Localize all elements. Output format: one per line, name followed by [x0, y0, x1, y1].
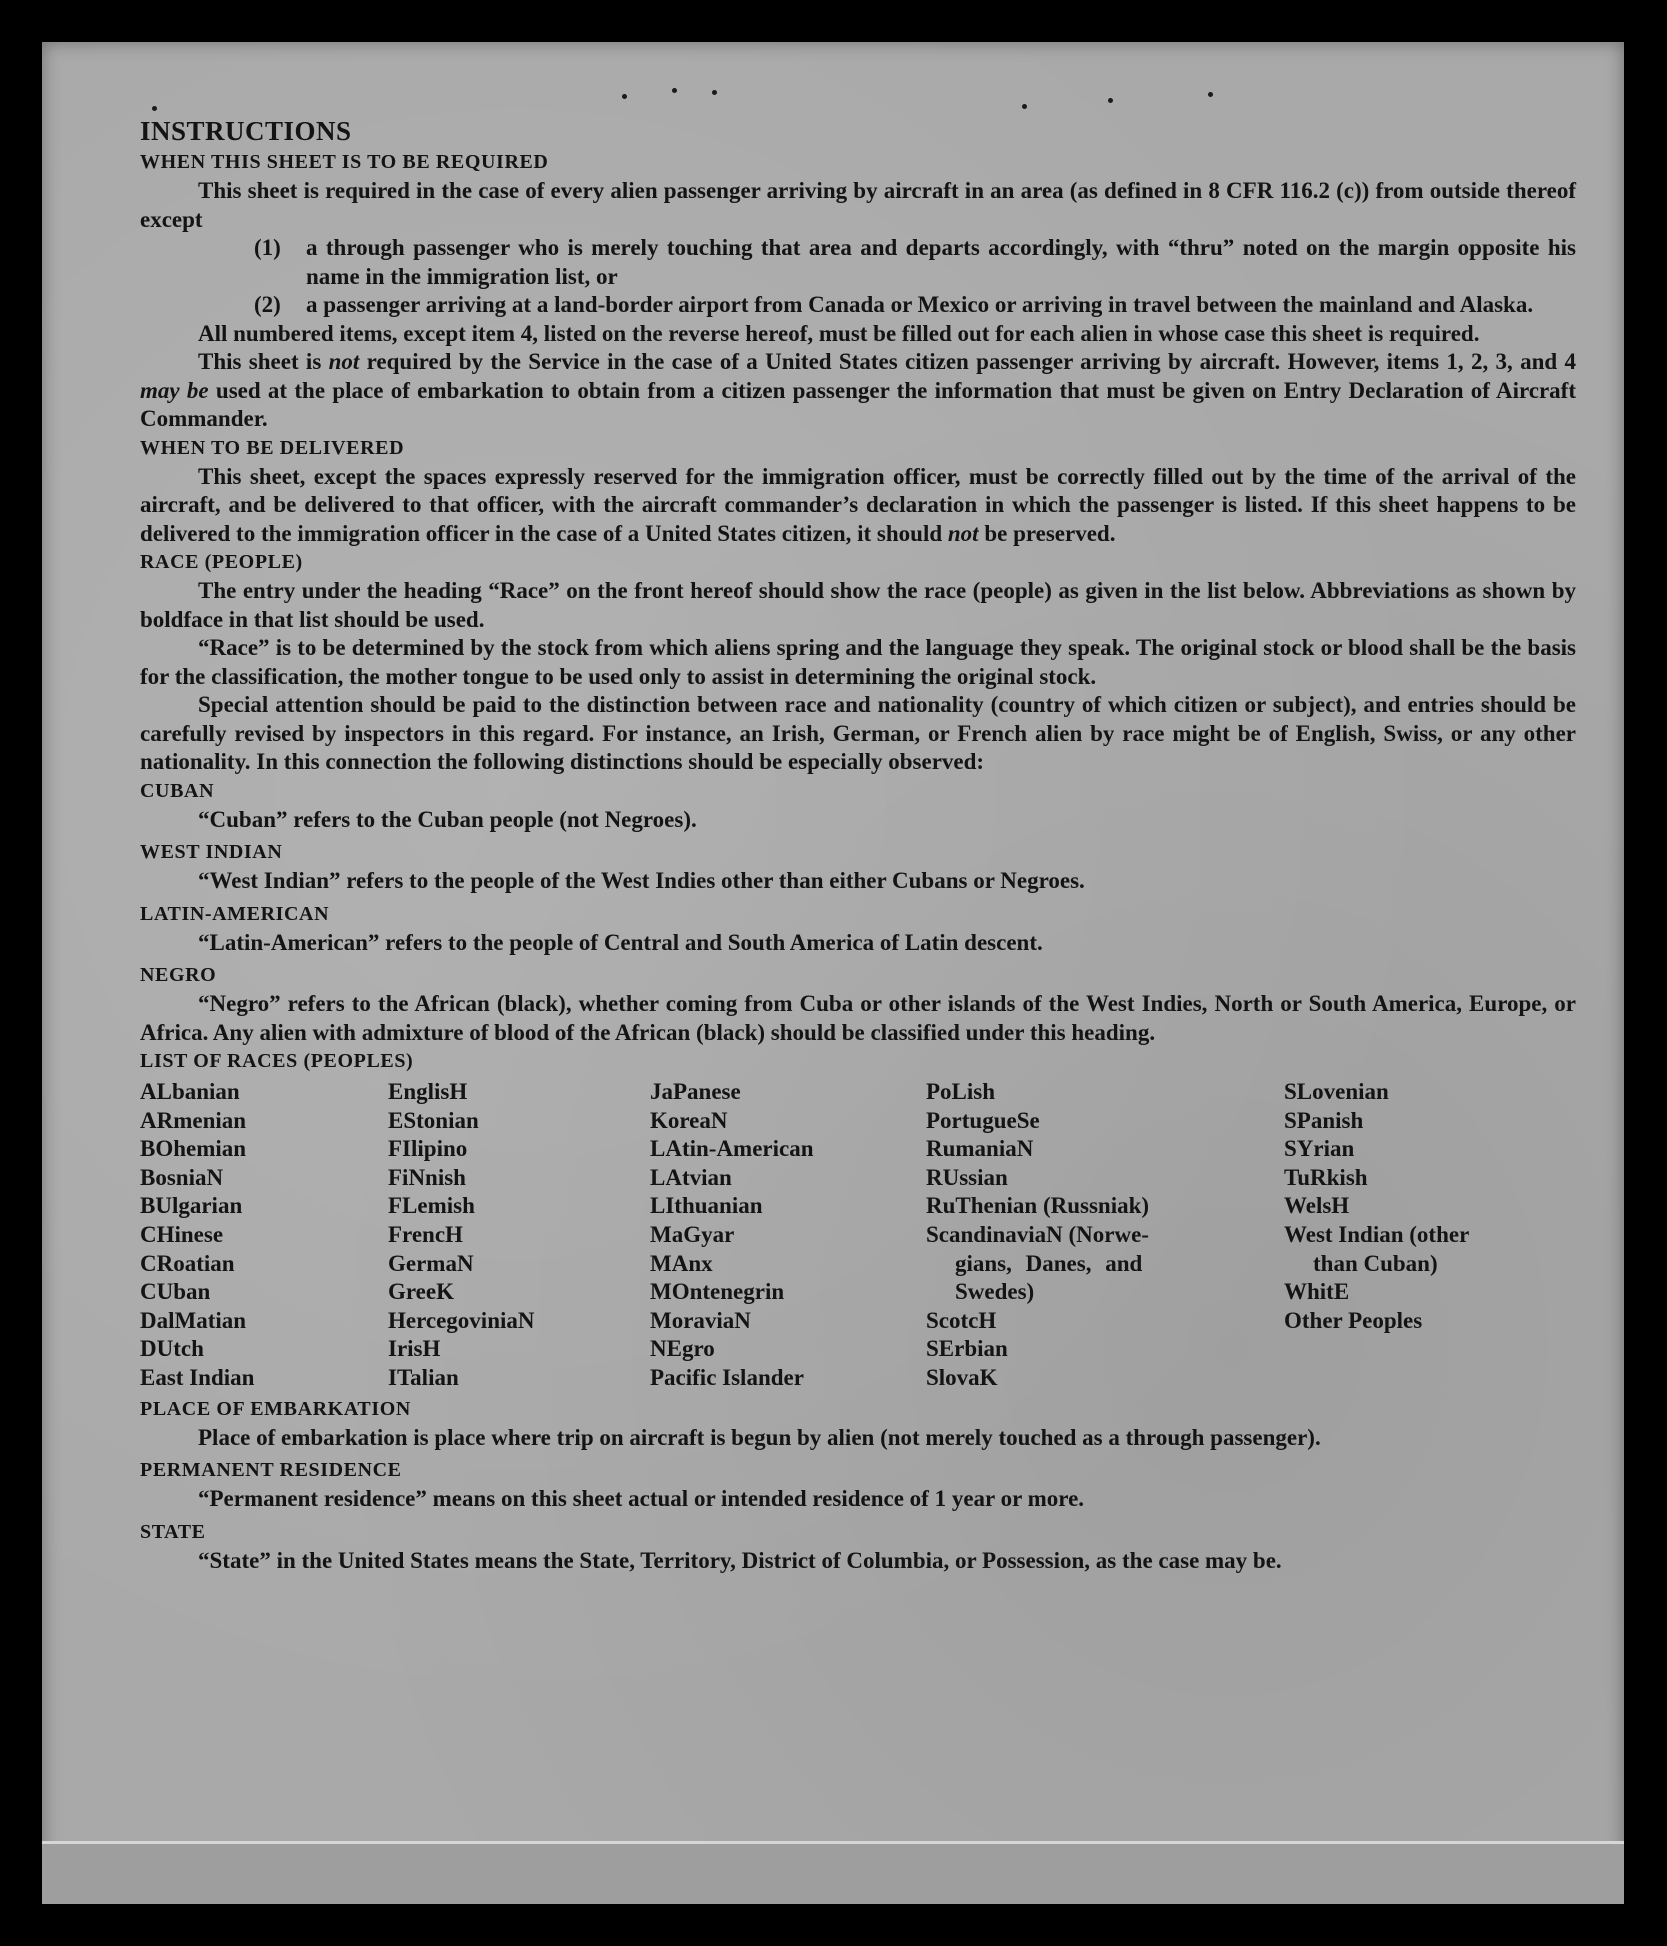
races-column-1	[140, 1078, 388, 1393]
race-entry: BOhemian	[140, 1136, 247, 1162]
embarkation-definition: Place of embarkation is place where trip on aircraft is begun by alien (not merely touched as a through passenger).	[198, 1424, 1321, 1450]
race-entry: RumaniaN	[926, 1136, 1034, 1162]
race-entry: BosniaN	[140, 1164, 224, 1190]
document-title: INSTRUCTIONS	[140, 116, 352, 146]
latin-american-definition: “Latin-American” refers to the people of Central and South America of Latin descent.	[198, 929, 1043, 955]
race-entry: CRoatian	[140, 1250, 235, 1276]
race-entry: JaPanese	[650, 1079, 741, 1104]
document-page	[42, 42, 1624, 1904]
race-entry: PortugueSe	[926, 1107, 1040, 1133]
race-entry-continuation: than Cuban)	[1313, 1250, 1438, 1276]
speck-mark	[672, 88, 677, 93]
negro-definition: “Negro” refers to the African (black), whether coming from Cuba or other islands of the West Indies, North or South America, Europe, or Africa. Any alien with admixture of blood of the African (black) should be classified under this heading.	[140, 991, 1576, 1045]
delivered-paragraph	[140, 463, 1576, 549]
section-heading-state: STATE	[140, 1520, 206, 1543]
race-entry: HercegoviniaN	[388, 1307, 535, 1333]
section-heading-races-list: LIST OF RACES (PEOPLES)	[140, 1050, 414, 1072]
speck-mark	[1108, 98, 1113, 103]
race-entry: SYrian	[1284, 1136, 1355, 1162]
race-entry: ScotcH	[926, 1307, 997, 1333]
exception-number: (2)	[254, 292, 281, 317]
races-column-5	[1284, 1078, 1576, 1393]
races-column-4	[926, 1078, 1284, 1393]
race-entry: SPanish	[1284, 1107, 1364, 1133]
race-entry: FiNnish	[388, 1164, 466, 1190]
section-heading-embarkation: PLACE OF EMBARKATION	[140, 1397, 411, 1420]
instructions-content	[140, 114, 1576, 1575]
race-entry: EStonian	[388, 1107, 479, 1133]
races-column-3	[650, 1078, 926, 1393]
race-entry: EnglisH	[388, 1079, 468, 1104]
section-heading-race: RACE (PEOPLE)	[140, 551, 303, 573]
numbered-items-paragraph: All numbered items, except item 4, listed on the reverse hereof, must be filled out for each alien in whose case this sheet is required.	[198, 320, 1480, 346]
race-entry: ARmenian	[140, 1107, 247, 1133]
exception-text: a passenger arriving at a land-border airport from Canada or Mexico or arriving in travel between the mainland and Alaska.	[306, 292, 1534, 317]
exception-item	[254, 234, 1576, 291]
exception-item	[254, 291, 1576, 320]
exception-text: a through passenger who is merely touching that area and departs accordingly, with “thru” noted on the margin opposite his name in the immigration list, or	[306, 235, 1576, 289]
italic-text: may be	[140, 377, 209, 403]
text-run: This sheet, except the spaces expressly reserved for the immigration officer, must be correctly filled out by the time of the arrival of the aircraft, and be delivered to that officer, with the aircraft commander’s declaration in which the passenger is listed. If this sheet happens to be delivered to the immigration officer in the case of a United States citizen, it should	[140, 463, 1576, 546]
race-entry: LAtvian	[650, 1164, 732, 1190]
race-entry: IrisH	[388, 1336, 441, 1362]
section-heading-delivered: WHEN TO BE DELIVERED	[140, 436, 405, 459]
text-run: required by the Service in the case of a United States citizen passenger arriving by aircraft. However, items 1, 2, 3, and 4	[359, 349, 1576, 374]
speck-mark	[1022, 104, 1027, 109]
race-entry: East Indian	[140, 1364, 255, 1390]
state-definition: “State” in the United States means the State, Territory, District of Columbia, or Possession, as the case may be.	[198, 1547, 1282, 1573]
race-paragraph-3: Special attention should be paid to the distinction between race and nationality (country of which citizen or subject), and entries should be carefully revised by inspectors in this regard. For instance, an Irish, German, or French alien by race might be of English, Swiss, or any other nationality. In this connection the following distinctions should be especially observed:	[140, 692, 1576, 774]
race-entry: CUban	[140, 1279, 211, 1305]
italic-text: not	[947, 520, 979, 546]
race-entry: ITalian	[388, 1364, 459, 1390]
race-entry: West Indian (other	[1284, 1221, 1470, 1247]
race-entry: GreeK	[388, 1279, 454, 1305]
section-heading-residence: PERMANENT RESIDENCE	[140, 1459, 402, 1482]
exception-number: (1)	[254, 235, 281, 260]
race-entry: CHinese	[140, 1221, 224, 1247]
race-entry: PoLish	[926, 1079, 996, 1104]
page-bottom-strip	[42, 1841, 1624, 1904]
section-heading-west-indian: WEST INDIAN	[140, 841, 283, 863]
cuban-definition: “Cuban” refers to the Cuban people (not Negroes).	[198, 806, 697, 832]
residence-definition: “Permanent residence” means on this sheet actual or intended residence of 1 year or more.	[198, 1486, 1085, 1512]
races-list	[140, 1078, 1576, 1393]
race-paragraph-2: “Race” is to be determined by the stock from which aliens spring and the language they speak. The original stock or blood shall be the basis for the classification, the mother tongue to be used only to assist in determining the original stock.	[140, 635, 1576, 689]
race-entry: RuThenian (Russniak)	[926, 1193, 1150, 1219]
speck-mark	[152, 106, 157, 111]
race-entry: WhitE	[1284, 1279, 1350, 1305]
section-heading-negro: NEGRO	[140, 964, 217, 986]
race-entry: LAtin-American	[650, 1136, 814, 1162]
race-entry: MAnx	[650, 1250, 713, 1276]
race-entry: NEgro	[650, 1336, 715, 1362]
race-entry: Other Peoples	[1284, 1307, 1423, 1333]
race-entry-continuation: gians, Danes, and	[955, 1250, 1143, 1276]
race-paragraph-1: The entry under the heading “Race” on the front hereof should show the race (people) as given in the list below. Abbreviations as shown by boldface in that list should be used.	[140, 578, 1576, 632]
race-entry: SLovenian	[1284, 1079, 1389, 1104]
race-entry: SErbian	[926, 1336, 1008, 1362]
race-entry: GermaN	[388, 1250, 474, 1276]
race-entry: RUssian	[926, 1164, 1008, 1190]
race-entry: TuRkish	[1284, 1164, 1368, 1190]
race-entry: SlovaK	[926, 1364, 998, 1390]
section-heading-required: WHEN THIS SHEET IS TO BE REQUIRED	[140, 151, 549, 173]
race-entry-continuation: Swedes)	[955, 1279, 1035, 1305]
required-intro: This sheet is required in the case of every alien passenger arriving by aircraft in an area (as defined in 8 CFR 116.2 (c)) from outside thereof except	[140, 178, 1576, 232]
race-entry: LIthuanian	[650, 1193, 763, 1219]
race-entry: MOntenegrin	[650, 1279, 785, 1305]
race-entry: DalMatian	[140, 1307, 247, 1333]
race-entry: KoreaN	[650, 1107, 728, 1133]
race-entry: FIlipino	[388, 1136, 468, 1162]
section-heading-latin-american: LATIN-AMERICAN	[140, 902, 330, 925]
races-column-2	[388, 1078, 650, 1393]
race-entry: MaGyar	[650, 1221, 735, 1247]
race-entry: BUlgarian	[140, 1193, 243, 1219]
race-entry: ALbanian	[140, 1079, 240, 1104]
section-heading-cuban: CUBAN	[140, 779, 215, 802]
race-entry: ScandinaviaN (Norwe-	[926, 1221, 1149, 1247]
race-entry: FLemish	[388, 1193, 475, 1219]
speck-mark	[622, 94, 627, 99]
race-entry: DUtch	[140, 1336, 204, 1362]
citizen-paragraph	[140, 348, 1576, 434]
speck-mark	[1208, 92, 1213, 97]
italic-text: not	[328, 349, 360, 374]
race-entry: MoraviaN	[650, 1307, 751, 1333]
race-entry: FrencH	[388, 1221, 463, 1247]
west-indian-definition: “West Indian” refers to the people of the West Indies other than either Cubans or Negroes.	[198, 868, 1085, 893]
text-run: used at the place of embarkation to obtain from a citizen passenger the information that must be given on Entry Declaration of Aircraft Commander.	[140, 377, 1577, 431]
race-entry: WelsH	[1284, 1193, 1350, 1219]
text-run: be preserved.	[978, 520, 1116, 546]
race-entry: Pacific Islander	[650, 1364, 804, 1390]
text-run: This sheet is	[198, 349, 329, 374]
speck-mark	[712, 90, 717, 95]
